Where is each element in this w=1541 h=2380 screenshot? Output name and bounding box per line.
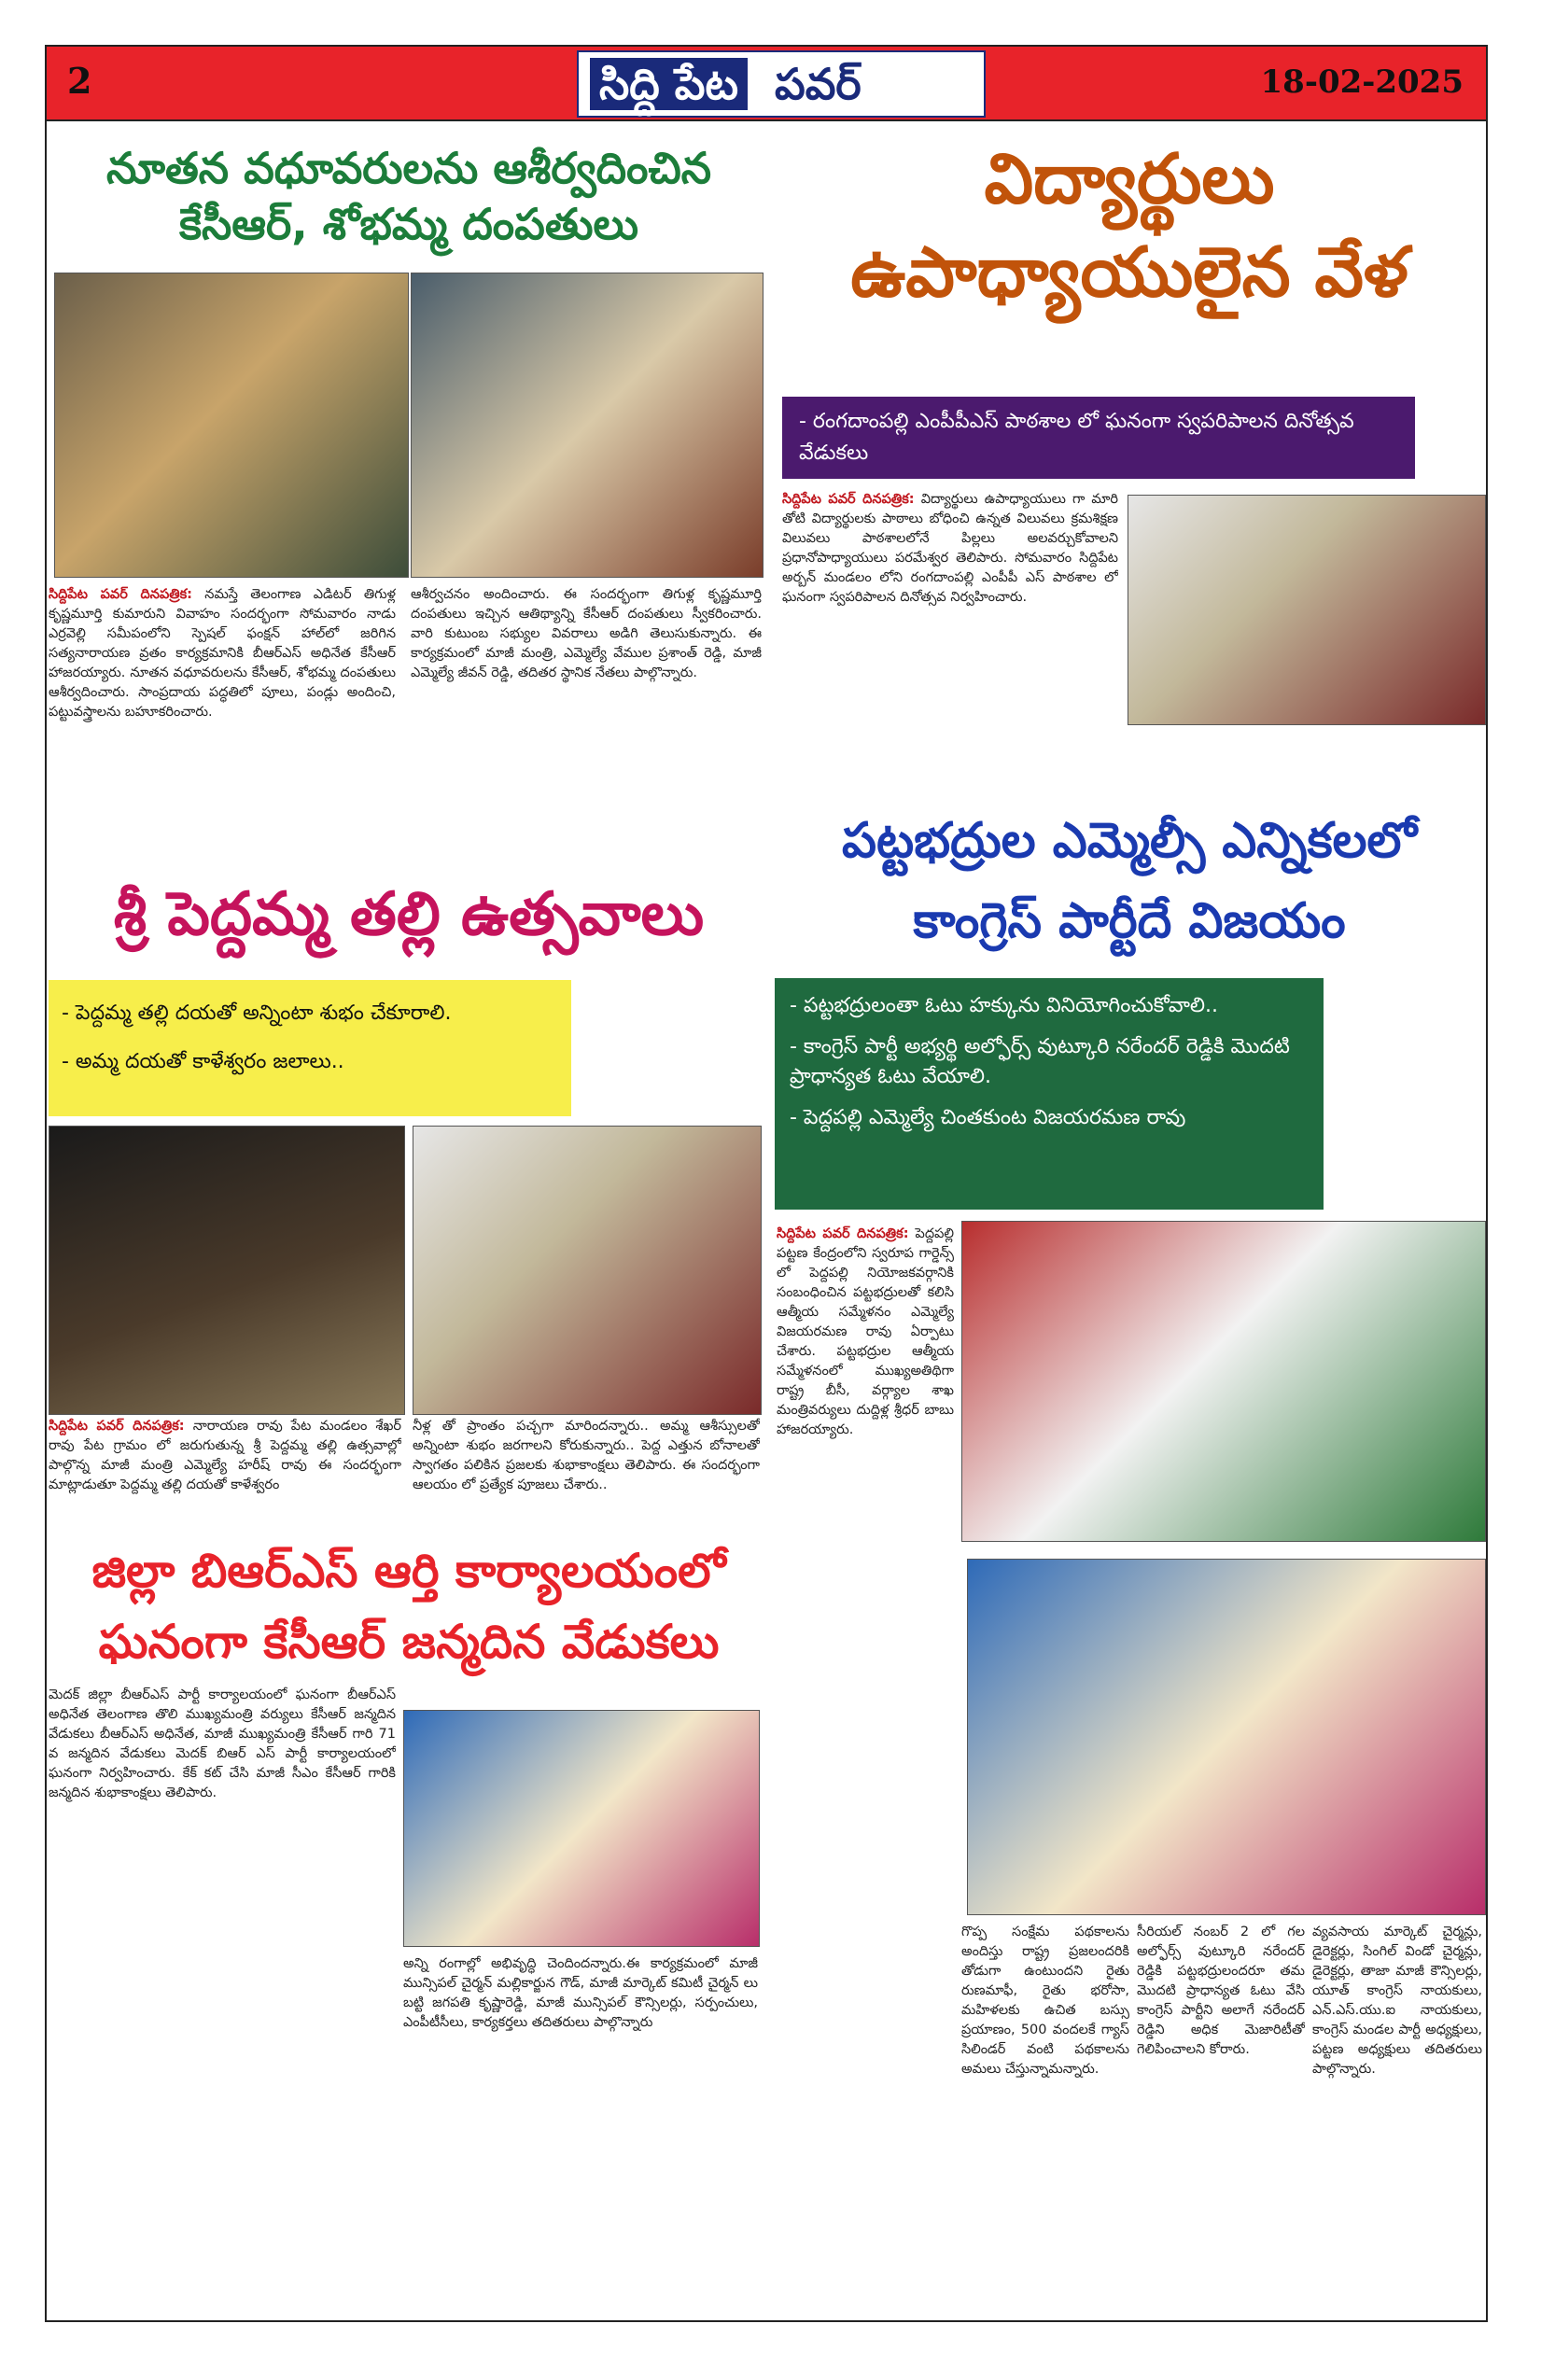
masthead-bar <box>45 45 1488 121</box>
story5-headline-line1: జిల్లా బిఆర్ఎస్ ఆర్తి కార్యాలయంలో <box>91 1544 726 1598</box>
story2-photo <box>1128 495 1486 725</box>
story4-body-col-c: వ్యవసాయ మార్కెట్ చైర్మన్లు, డైరెక్టర్లు, సింగిల్ విండో చైర్మన్లు, డైరెక్టర్లు, తాజా మాజీ కౌన్సిలర్లు, యూత్ కాంగ్రెస్ నాయకులు, ఎన్.ఎస్.యు.ఐ నాయకులు, కాంగ్రెస్ మండల పార్టీ అధ్యక్షులు, పట్టణ అధ్యక్షులు తదితరులు పాల్గొన్నారు. <box>1312 1925 1482 2077</box>
page-number: 2 <box>67 60 92 102</box>
story4-bullet-1: - పట్టభద్రులంతా ఓటు హక్కును వినియోగించుకోవాలి.. <box>790 994 1219 1017</box>
story1-photo-right <box>411 273 763 578</box>
story5-photo <box>403 1710 760 1947</box>
story1-dateline: సిద్దిపేట పవర్ దినపత్రిక: <box>49 587 192 602</box>
story1-headline-line1: నూతన వధూవరులను ఆశీర్వదించిన <box>105 143 711 193</box>
story5-headline <box>49 1535 769 1677</box>
story1-body-col2: ఆశీర్వచనం అందించారు. ఈ సందర్భంగా తిగుళ్ల కృష్ణమూర్తి దంపతులు ఇచ్చిన ఆతిథ్యాన్ని కేసీఆర్ దంపతులు స్వీకరించారు. వారి కుటుంబ సభ్యుల వివరాలు అడిగి తెలుసుకున్నారు. ఈ కార్యక్రమంలో మాజీ మంత్రి, ఎమ్మెల్యే వేముల ప్రశాంత్ రెడ్డి, మాజీ ఎమ్మెల్యే జీవన్ రెడ్డి, తదితర స్థానిక నేతలు పాల్గొన్నారు. <box>411 587 762 680</box>
story4-bullet-2: - కాంగ్రెస్ పార్టీ అభ్యర్థి అల్ఫోర్స్ వుట్కూరి నరేందర్ రెడ్డికి మొదటి ప్రాధాన్యత ఓటు వేయాలి. <box>790 1035 1290 1088</box>
story2-body: సిద్దిపేట పవర్ దినపత్రిక: విద్యార్థులు ఉపాధ్యాయులు గా మారి తోటి విద్యార్థులకు పాఠాలు బోధించి ఉన్నత విలువలు క్రమశిక్షణ విలువలు పాఠశాలలోనే పిల్లలు అలవర్చుకోవాలని ప్రధానోపాధ్యాయులు పరమేశ్వర తెలిపారు. సోమవారం సిద్దిపేట అర్బన్ మండలం లోని రంగదాంపల్లి ఎంపీపీ ఎస్ పాఠశాల లో ఘనంగా స్వపరిపాలన దినోత్సవ నిర్వహించారు. <box>782 492 1118 605</box>
story4-headline <box>775 801 1484 961</box>
story5-body-col1: మెదక్ జిల్లా బీఆర్ఎస్ పార్టీ కార్యాలయంలో ఘనంగా బీఆర్ఎస్ అధినేత తెలంగాణ తొలి ముఖ్యమంత్రి వర్యులు కేసీఆర్ జన్మదిన వేడుకలు బీఆర్ఎస్ అధినేత, మాజీ ముఖ్యమంత్రి కేసీఆర్ గారి 71 వ జన్మదిన వేడుకలు మెదక్ బిఆర్ ఎస్ పార్టీ కార్యాలయంలో ఘనంగా నిర్వహించారు. కేక్ కట్ చేసి మాజీ సీఎం కేసీఆర్ గారికి జన్మదిన శుభాకాంక్షలు తెలిపారు. <box>49 1687 396 1800</box>
story3-body-col2: నీళ్ల తో ప్రాంతం పచ్చగా మారిందన్నారు.. అమ్మ ఆశీస్సులతో అన్నింటా శుభం జరగాలని కోరుకున్నారు.. పెద్ద ఎత్తున బోనాలతో స్వాగతం పలికిన ప్రజలకు శుభాకాంక్షలు తెలిపారు. ఈ సందర్భంగా ఆలయం లో ప్రత్యేక పూజలు చేశారు.. <box>413 1419 760 1492</box>
story4-body-narrow: సిద్దిపేట పవర్ దినపత్రిక: పెద్దపల్లి పట్టణ కేంద్రంలోని స్వరూప గార్డెన్స్ లో పెద్దపల్లి నియోజకవర్గానికి సంబంధించిన పట్టభద్రులతో కలిసి ఆత్మీయ సమ్మేళనం ఎమ్మెల్యే విజయరమణ రావు ఏర్పాటు చేశారు. పట్టభద్రుల ఆత్మీయ సమ్మేళనంలో ముఖ్యఅతిథిగా రాష్ట్ర బీసీ, వర్గ్యాల శాఖ మంత్రివర్యులు దుద్దిళ్ల శ్రీధర్ బాబు హాజరయ్యారు. <box>777 1226 954 1437</box>
story3-headline: శ్రీ పెద్దమ్మ తల్లి ఉత్సవాలు <box>113 880 705 949</box>
story5-headline-line2: ఘనంగా కేసీఆర్ జన్మదిన వేడుకలు <box>98 1615 720 1669</box>
logo-text-siddipet: సిద్ది పేట <box>590 58 748 110</box>
story4-headline-line1: పట్టభద్రుల ఎమ్మెల్సీ ఎన్నికలలో <box>841 813 1418 869</box>
story4-body-col-a: గొప్ప సంక్షేమ పథకాలను అందిస్తు రాష్ట్ర ప్రజలందరికి తోడుగా ఉంటుందని రైతు రుణమాఫీ, రైతు భరోసా, మహిళలకు ఉచిత బస్సు ప్రయాణం, 500 వందలకే గ్యాస్ సిలిండర్ వంటి పథకాలను అమలు చేస్తున్నామన్నారు. <box>961 1925 1129 2077</box>
story3-body-col1: సిద్దిపేట పవర్ దినపత్రిక: నారాయణ రావు పేట మండలం శేఖర్ రావు పేట గ్రామం లో జరుగుతున్న శ్రీ పెద్దమ్మ తల్లి ఉత్సవాల్లో పాల్గొన్న మాజీ మంత్రి ఎమ్మెల్యే హరీష్ రావు ఈ సందర్భంగా మాట్లాడుతూ పెద్దమ్మ తల్లి దయతో కాళేశ్వరం <box>49 1419 401 1492</box>
story5-body-col2: అన్ని రంగాల్లో అభివృద్ధి చెందిందన్నారు.ఈ కార్యక్రమంలో మాజీ మున్సిపల్ చైర్మన్ మల్లికార్జున గౌడ్, మాజీ మార్కెట్ కమిటీ చైర్మన్ లు బట్టి జగపతి కృష్ణారెడ్డి, మాజీ మున్సిపల్ కౌన్సిలర్లు, సర్పంచులు, ఎంపీటీసీలు, కార్యకర్తలు తదితరులు పాల్గొన్నారు <box>403 1956 758 2030</box>
story4-headline-line2: కాంగ్రెస్ పార్టీదే విజయం <box>913 893 1346 949</box>
logo-text-power: పవర్ <box>775 59 862 109</box>
story1-photo-left <box>54 273 409 578</box>
story2-headline-line2: ఉపాధ్యాయులైన వేళ <box>850 232 1408 313</box>
story4-photo-bottom <box>967 1559 1486 1915</box>
story1-headline-line2: కేసీఆర్, శోభమ్మ దంపతులు <box>178 199 639 249</box>
story2-headline <box>775 133 1484 319</box>
story3-dateline: సిద్దిపేట పవర్ దినపత్రిక: <box>49 1419 185 1434</box>
story4-bullet-box <box>775 978 1324 1210</box>
story4-photo-top <box>961 1221 1486 1542</box>
story2-dateline: సిద్దిపేట పవర్ దినపత్రిక: <box>782 492 915 507</box>
story1-body-col1: సిద్దిపేట పవర్ దినపత్రిక: నమస్తే తెలంగాణ ఎడిటర్ తిగుళ్ల కృష్ణమూర్తి కుమారుని వివాహం సందర్భంగా సోమవారం నాడు ఎర్రవెల్లి సమీపంలోని స్పెషల్ ఫంక్షన్ హాల్‌లో జరిగిన సత్యనారాయణ వ్రతం కార్యక్రమానికి బీఆర్ఎస్ అధినేత కేసీఆర్ హాజరయ్యారు. నూతన వధూవరులను కేసీఆర్, శోభమ్మ దంపతులు ఆశీర్వదించారు. సాంప్రదాయ పద్ధతిలో పూలు, పండ్లు అందించి, పట్టువస్త్రాలను బహూకరించారు. <box>49 587 396 720</box>
issue-date: 18-02-2025 <box>1260 63 1464 101</box>
newspaper-logo <box>577 50 986 118</box>
story1-headline <box>49 140 769 252</box>
story4-body-col-b: సీరియల్ నంబర్ 2 లో గల అల్ఫోర్స్ వుట్కూరి నరేందర్ రెడ్డికి పట్టభద్రులందరూ తమ మొదటి ప్రాధాన్యత ఓటు వేసి కాంగ్రెస్ పార్టీని అలాగే నరేందర్ రెడ్డిని అధిక మెజారిటీతో గెలిపించాలని కోరారు. <box>1137 1925 1305 2057</box>
story3-bullet-1: - పెద్దమ్మ తల్లి దయతో అన్నింటా శుభం చేకూరాలి. <box>62 1001 452 1025</box>
story3-bullet-box <box>49 980 571 1116</box>
story4-dateline: సిద్దిపేట పవర్ దినపత్రిక: <box>777 1226 909 1241</box>
story2-subhead: - రంగదాంపల్లి ఎంపీపీఎస్ పాఠశాల లో ఘనంగా స్వపరిపాలన దినోత్సవ వేడుకలు <box>782 397 1415 479</box>
story3-photo-right <box>413 1126 762 1415</box>
story4-bullet-3: - పెద్దపల్లి ఎమ్మెల్యే చింతకుంట విజయరమణ రావు <box>790 1106 1186 1129</box>
story3-bullet-2: - అమ్మ దయతో కాళేశ్వరం జలాలు.. <box>62 1050 344 1073</box>
story3-photo-left <box>49 1126 405 1415</box>
story2-headline-line1: విద్యార్థులు <box>984 139 1275 219</box>
